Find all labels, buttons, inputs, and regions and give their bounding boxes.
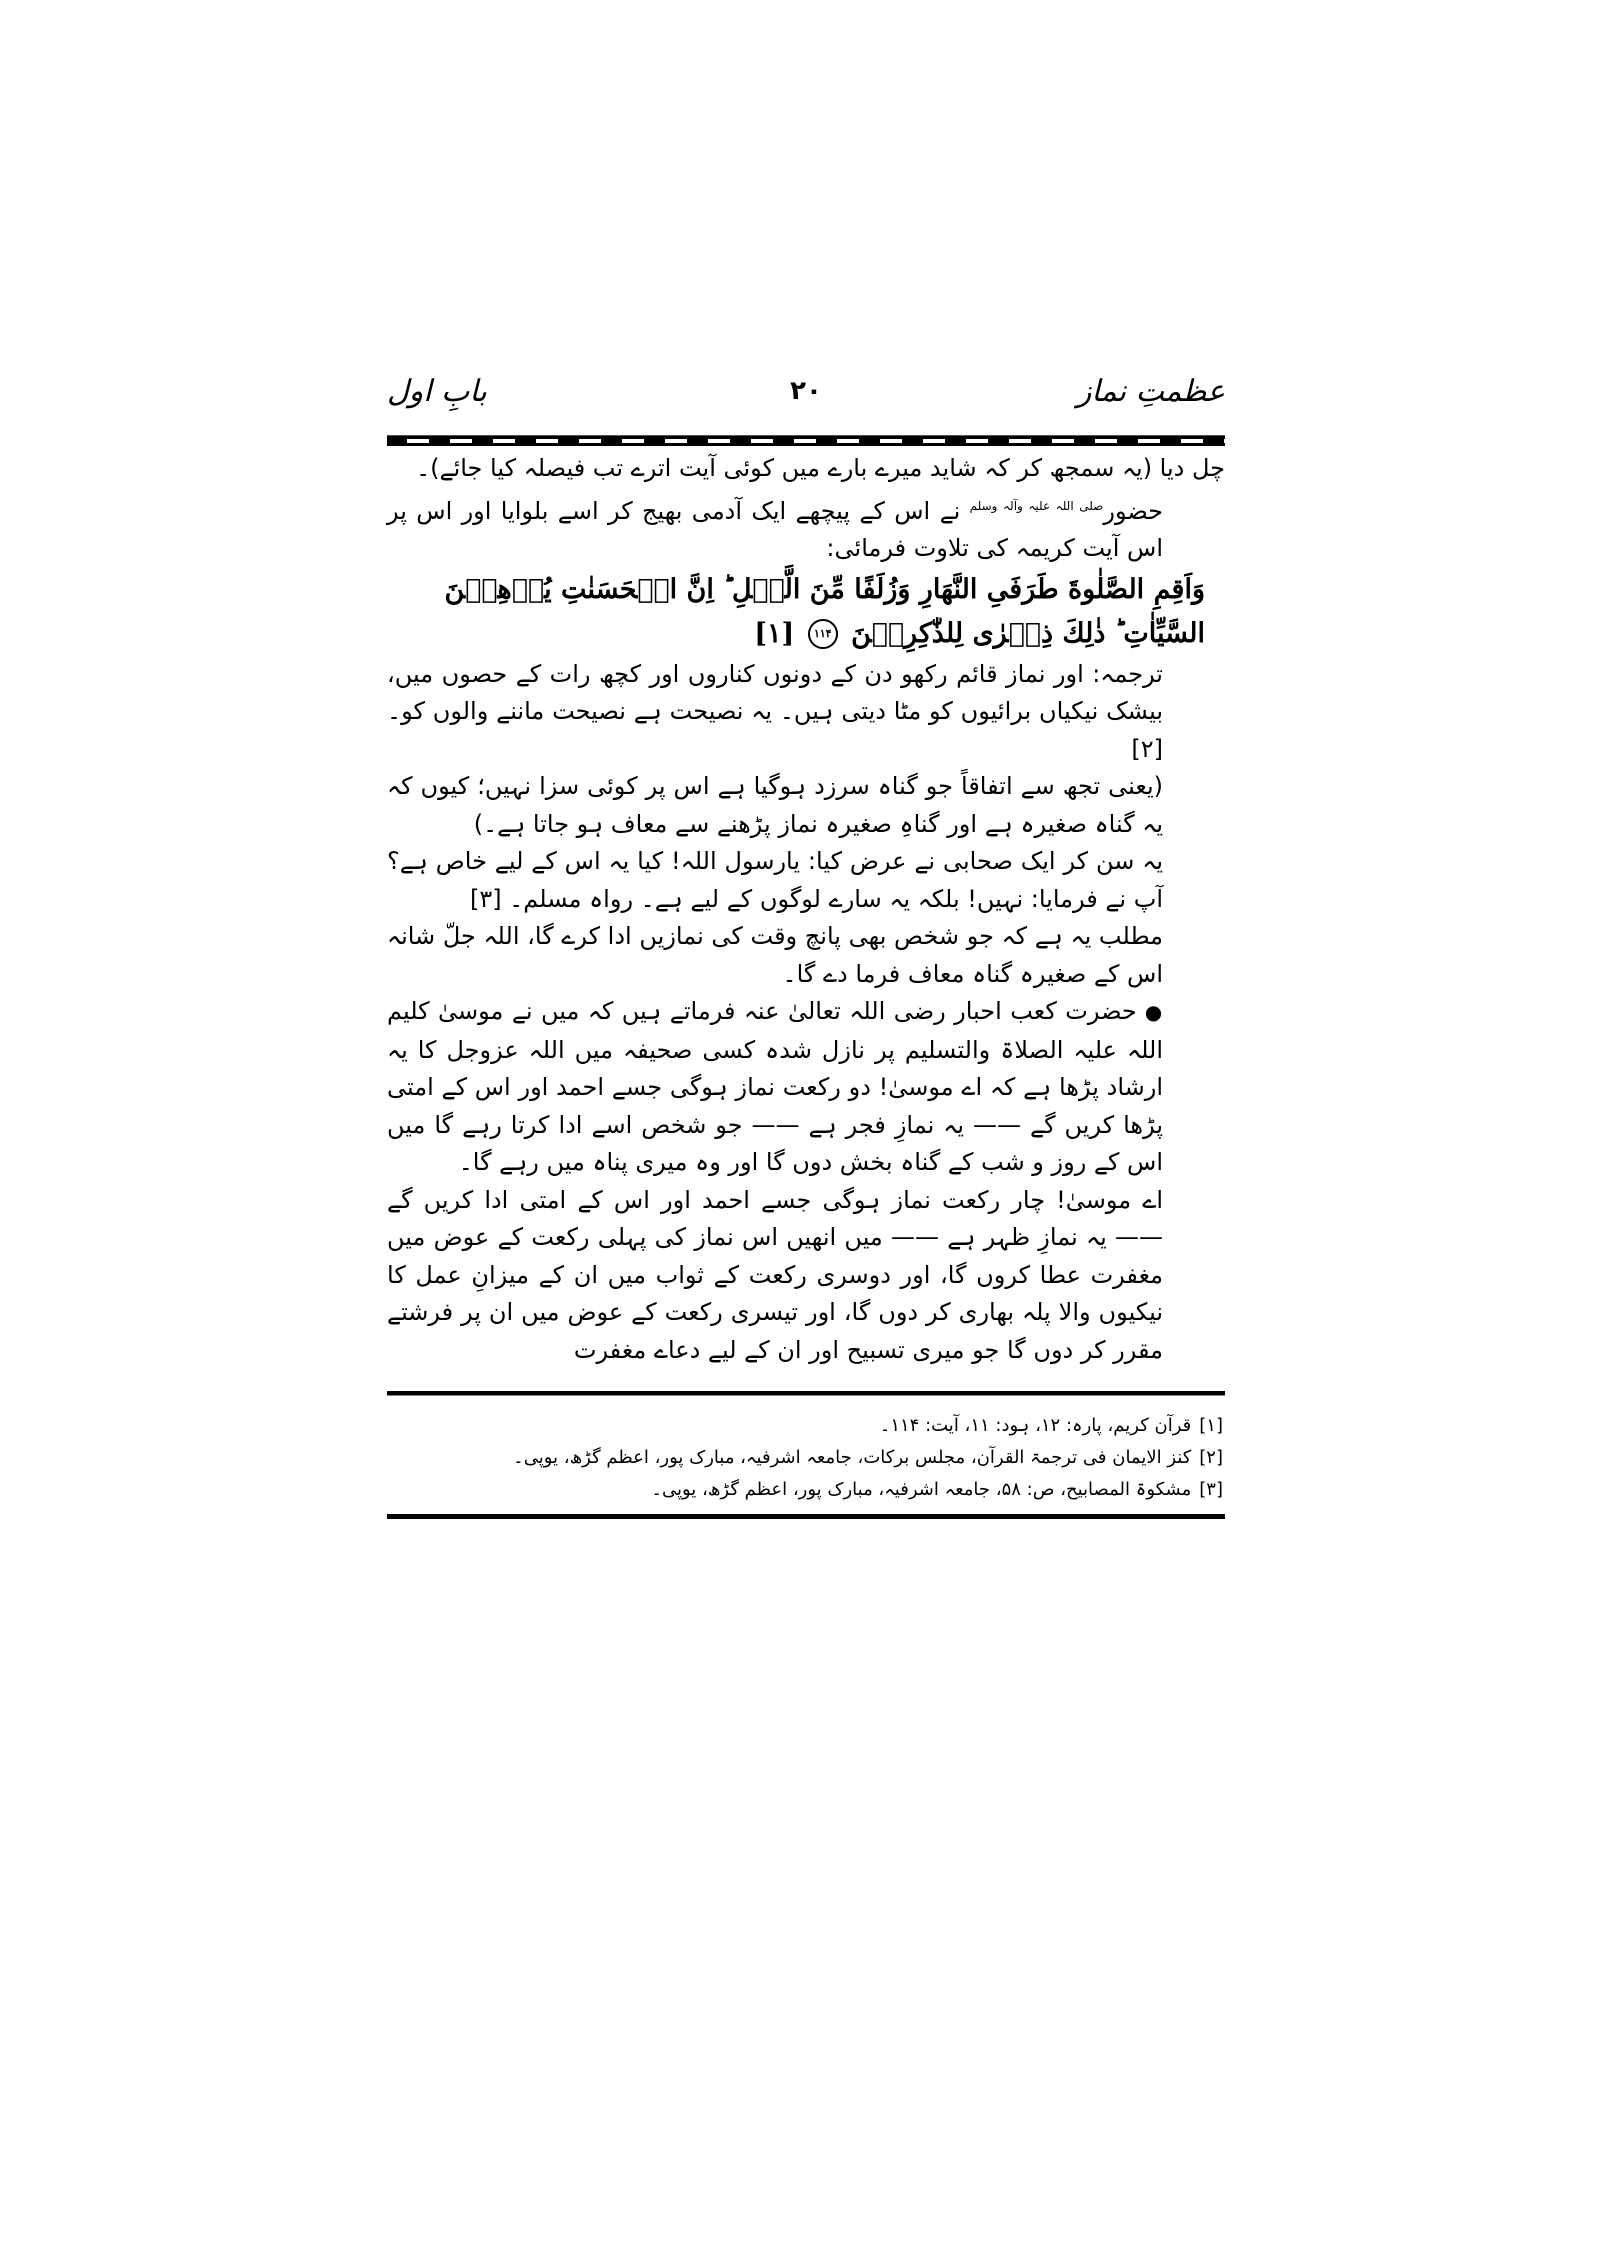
- text: حضرت کعب احبار رضی اللہ تعالیٰ عنہ فرماتے ہیں کہ میں نے موسیٰ کلیم اللہ علیہ الصلاۃ والتسلیم پر نازل شدہ کسی صحیفہ میں اللہ عزوجل کا یہ ارشاد پڑھا ہے کہ اے موسیٰ! دو رکعت نماز ہوگی جسے احمد اور اس کے امتی پڑھا کریں گے —— یہ نمازِ فجر ہے —— جو شخص اسے ادا کرتا رہے گا میں اس کے روز و شب کے گناہ بخش دوں گا اور وہ میری پناہ میں رہے گا۔: [387, 997, 1163, 1176]
- text: نے اس کے پیچھے ایک آدمی بھیج کر اسے بلوایا اور اس پر اس آیت کریمہ کی تلاوت فرمائی:: [387, 496, 1163, 562]
- footnote-text: قرآن کریم، پارہ: ۱۲، ہود: ۱۱، آیت: ۱۱۴۔: [879, 1415, 1192, 1436]
- quran-line: وَاَقِمِ الصَّلٰوةَ طَرَفَیِ النَّهَارِ وَزُلَفًا مِّنَ الَّیۡلِ ؕ اِنَّ الۡحَسَنٰتِ یُذۡهِبۡنَ: [444, 573, 1205, 605]
- header-divider: [387, 435, 1225, 446]
- footnote-number: [۲]: [1199, 1447, 1223, 1468]
- quran-verse: [387, 568, 1225, 656]
- footnote-ref: [۱]: [754, 617, 795, 649]
- quran-line: السَّیِّاٰتِ ؕ ذٰلِكَ ذِكۡرٰی لِلذّٰكِرِیۡنَ: [851, 617, 1205, 649]
- footnote-text: مشکوۃ المصابیح، ص: ۵۸، جامعہ اشرفیہ، مبارک پور، اعظم گڑھ، یوپی۔: [651, 1479, 1192, 1500]
- footnote: [387, 1442, 1223, 1474]
- paragraph: [387, 488, 1225, 568]
- footnotes: [387, 1410, 1225, 1506]
- explanation: (یعنی تجھ سے اتفاقاً جو گناہ سرزد ہوگیا ہے اس پر کوئی سزا نہیں؛ کیوں کہ یہ گناہ صغیرہ ہے اور گناہِ صغیرہ نماز پڑھنے سے معاف ہو جاتا ہے۔): [387, 772, 1163, 838]
- text: حضور: [1103, 496, 1163, 525]
- ayah-number-icon: ۱۱۴: [808, 619, 838, 649]
- body-text: [387, 450, 1225, 1369]
- translation: ترجمہ: اور نماز قائم رکھو دن کے دونوں کناروں اور کچھ رات کے حصوں میں، بیشک نیکیاں برائیوں کو مٹا دیتی ہیں۔ یہ نصیحت ہے نصیحت ماننے والوں کو۔ [۲]: [387, 659, 1163, 763]
- paragraph: یہ سن کر ایک صحابی نے عرض کیا: یارسول اللہ! کیا یہ اس کے لیے خاص ہے؟ آپ نے فرمایا: نہیں! بلکہ یہ سارے لوگوں کے لیے ہے۔ رواہ مسلم۔ [۳]: [387, 847, 1163, 913]
- footnote: [387, 1474, 1223, 1506]
- chapter-title: بابِ اول: [387, 374, 487, 409]
- book-title: عظمتِ نماز: [1076, 374, 1225, 409]
- honorific: صلی اللہ علیہ وآلہ وسلم: [969, 498, 1104, 513]
- bullet-icon: ●: [1144, 1000, 1164, 1024]
- bottom-divider: [387, 1514, 1225, 1519]
- paragraph: اے موسیٰ! چار رکعت نماز ہوگی جسے احمد اور اس کے امتی ادا کریں گے —— یہ نمازِ ظہر ہے —— میں انھیں اس نماز کی پہلی رکعت کے عوض میں مغفرت عطا کروں گا، اور دوسری رکعت کے ثواب میں ان کے میزانِ عمل کا نیکیوں والا پلہ بھاری کر دوں گا، اور تیسری رکعت کے عوض میں ان پر فرشتے مقرر کر دوں گا جو میری تسبیح اور ان کے لیے دعاے مغفرت: [387, 1185, 1163, 1364]
- footnote-number: [۱]: [1199, 1415, 1223, 1436]
- paragraph: [387, 993, 1225, 1182]
- page-header: [387, 360, 1225, 418]
- paragraph: چل دیا (یہ سمجھ کر کہ شاید میرے بارے میں کوئی آیت اترے تب فیصلہ کیا جائے)۔: [416, 454, 1225, 482]
- paragraph: مطلب یہ ہے کہ جو شخص بھی پانچ وقت کی نمازیں ادا کرے گا، اللہ جلّ شانہ اس کے صغیرہ گناہ معاف فرما دے گا۔: [387, 922, 1163, 988]
- footnote-text: کنز الایمان فی ترجمۃ القرآن، مجلس برکات، جامعہ اشرفیہ، مبارک پور، اعظم گڑھ، یوپی۔: [513, 1447, 1192, 1468]
- footnote-divider: [387, 1391, 1225, 1396]
- footnote-number: [۳]: [1199, 1479, 1223, 1500]
- page-number: ۲۰: [790, 376, 822, 406]
- footnote: [387, 1410, 1223, 1442]
- book-page: [387, 360, 1225, 1519]
